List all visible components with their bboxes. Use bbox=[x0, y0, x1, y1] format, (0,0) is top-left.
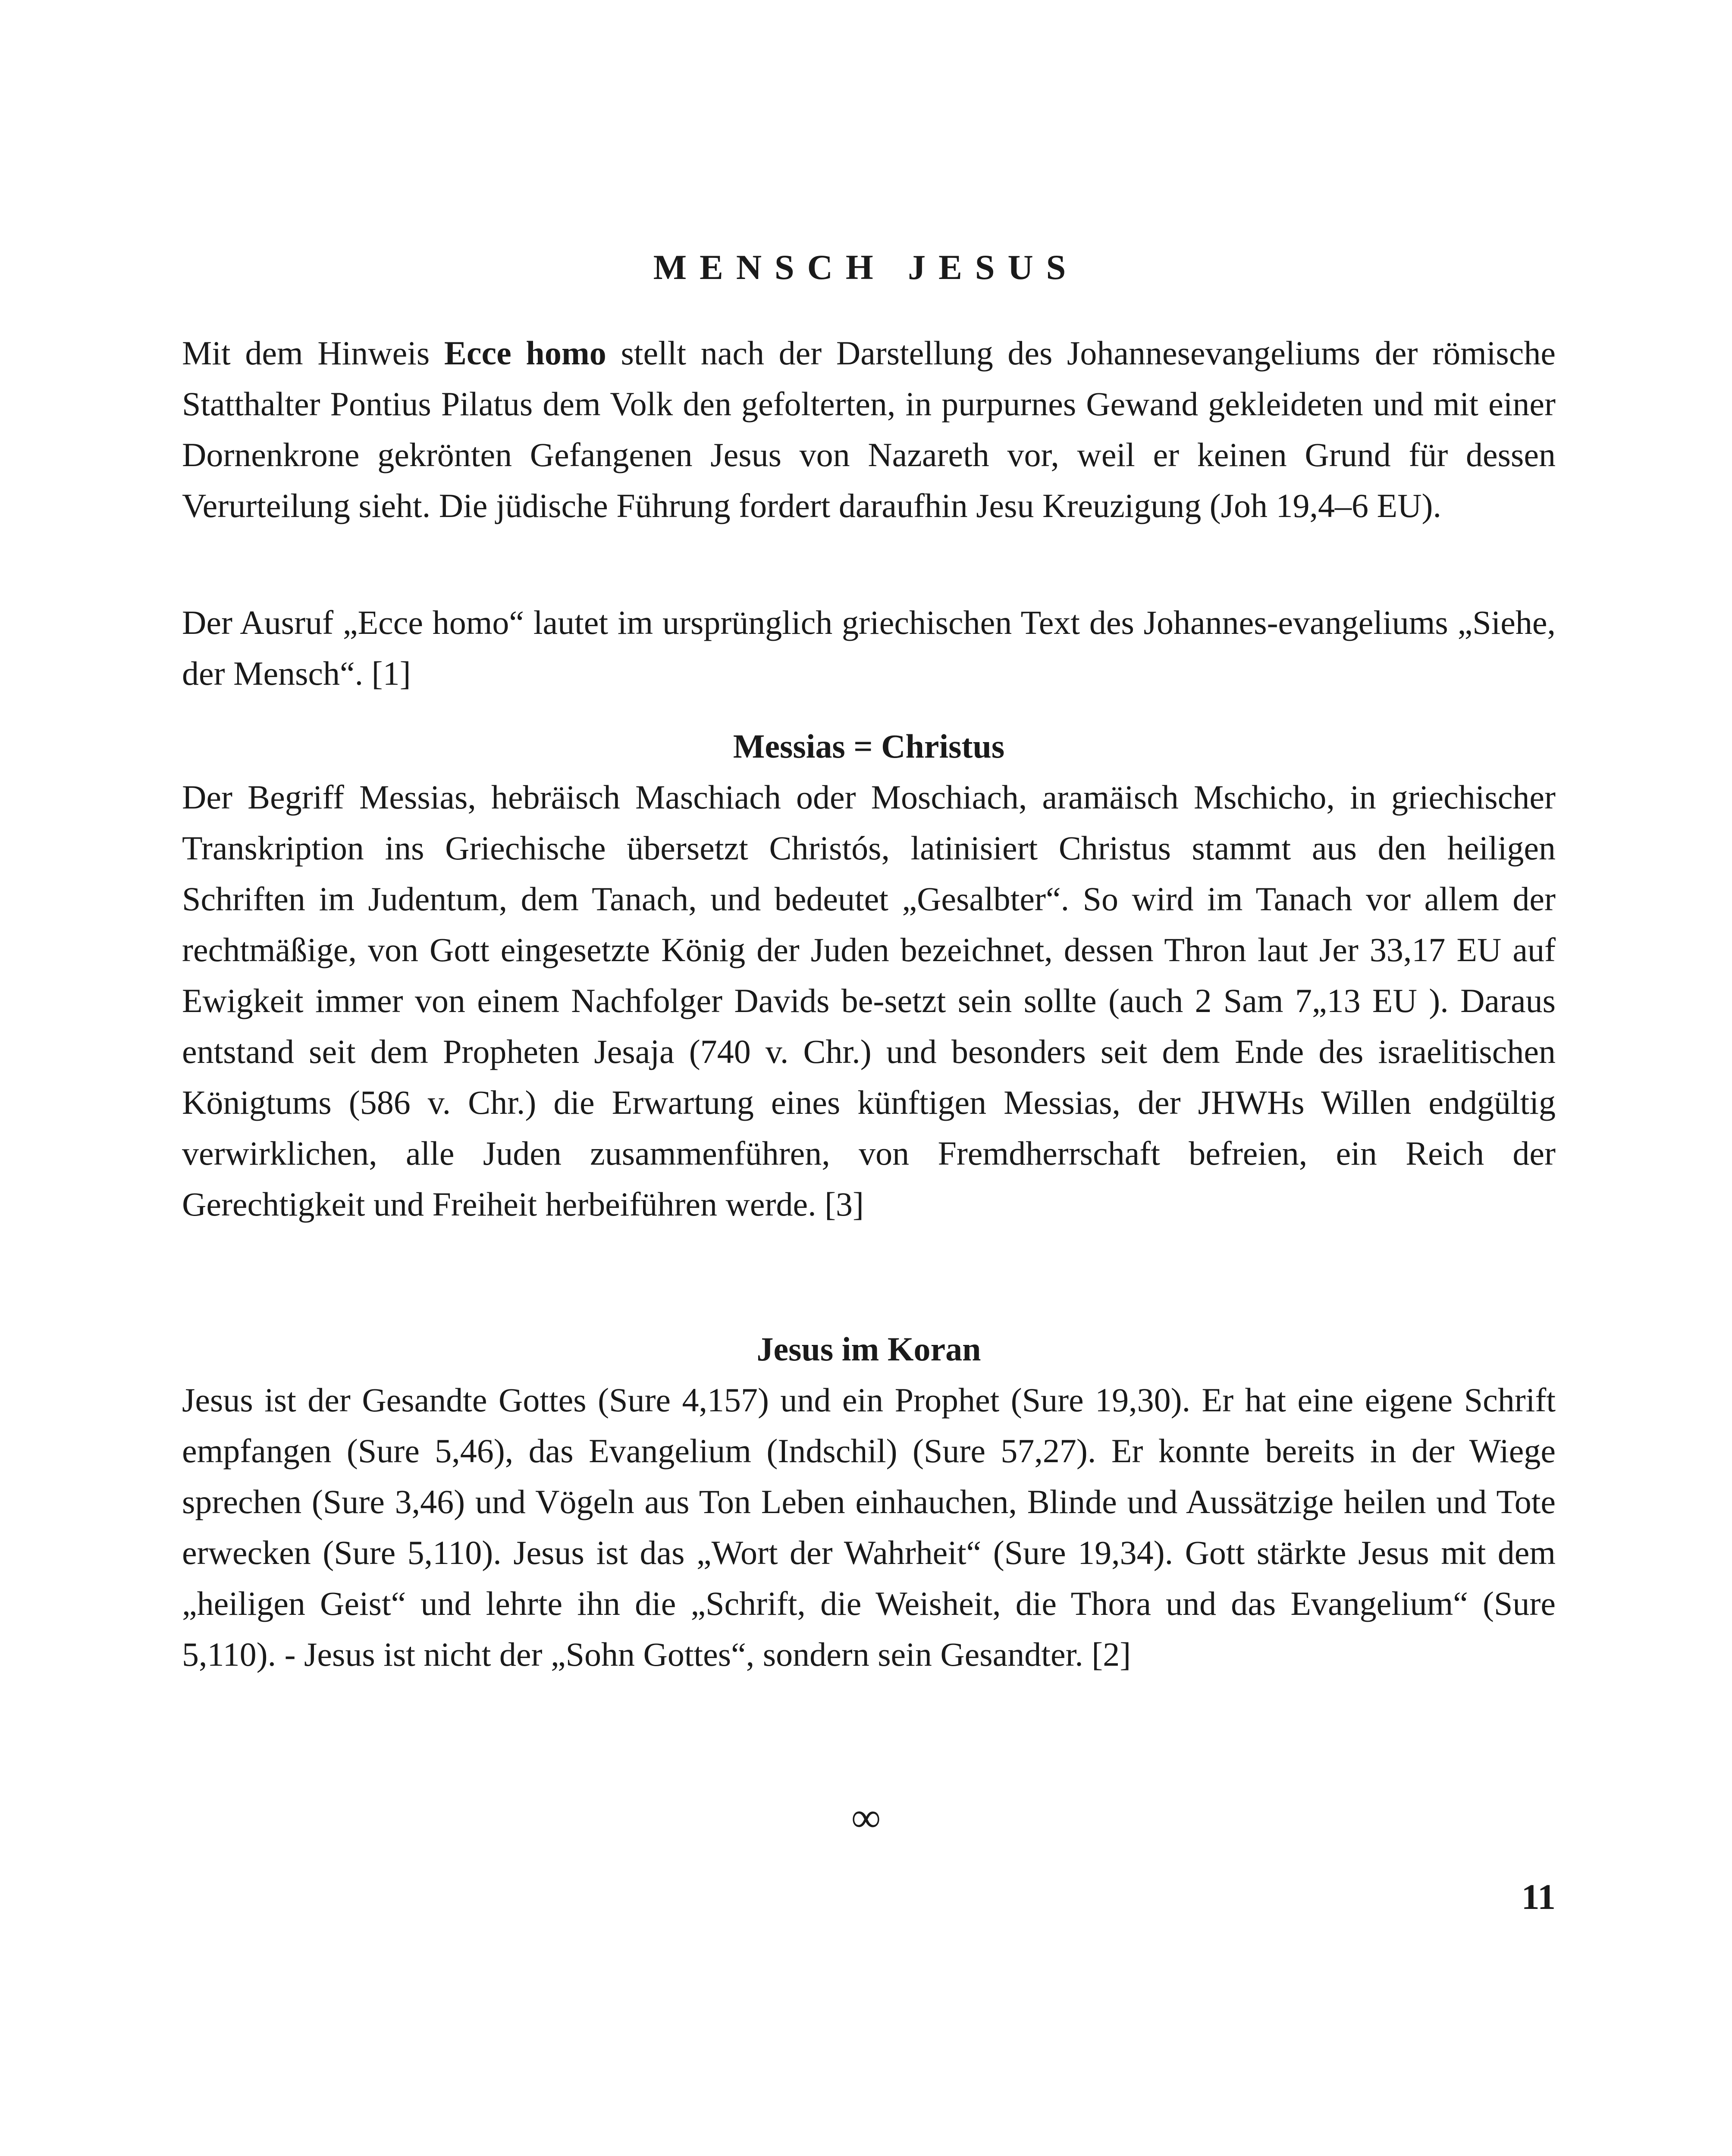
koran-heading: Jesus im Koran bbox=[756, 1330, 981, 1368]
ecce-homo-term: Ecce homo bbox=[444, 334, 606, 372]
second-paragraph-block bbox=[182, 597, 1556, 699]
page-number: 11 bbox=[1521, 1877, 1556, 1917]
intro-text-after: stellt nach der Darstellung des Johannesevangeliums der römische Statthalter Pontius Pilatus dem Volk den gefolterten, in purpurnes Gewand gekleideten und mit einer Dornenkrone gekrönten Gefangenen Jesus von Nazareth vor, weil er keinen Grund für dessen Verurteilung sieht. Die jüdische Führung fordert daraufhin Jesu Kreuzigung (Joh 19,4–6 EU). bbox=[182, 334, 1556, 524]
koran-paragraph: Jesus ist der Gesandte Gottes (Sure 4,157) und ein Prophet (Sure 19,30). Er hat eine eigene Schrift empfangen (Sure 5,46), das Evangelium (Indschil) (Sure 57,27). Er konnte bereits in der Wiege sprechen (Sure 3,46) und Vögeln aus Ton Leben einhauchen, Blinde und Aussätzige heilen und Tote erwecken (Sure 5,110). Jesus ist das „Wort der Wahrheit“ (Sure 19,34). Gott stärkte Jesus mit dem „heiligen Geist“ und lehrte ihn die „Schrift, die Weisheit, die Thora und das Evangelium“ (Sure 5,110). - Jesus ist nicht der „Sohn Gottes“, sondern sein Gesandter. [2] bbox=[182, 1381, 1556, 1673]
messias-paragraph: Der Begriff Messias, hebräisch Maschiach oder Moschiach, aramäisch Mschicho, in griechischer Transkription ins Griechische übersetzt Christós, latinisiert Christus stammt aus den heiligen Schriften im Judentum, dem Tanach, und bedeutet „Gesalbter“. So wird im Tanach vor allem der rechtmäßige, von Gott eingesetzte König der Juden bezeichnet, dessen Thron laut Jer 33,17 EU auf Ewigkeit immer von einem Nachfolger Davids be-setzt sein sollte (auch 2 Sam 7„13 EU ). Daraus entstand seit dem Propheten Jesaja (740 v. Chr.) und besonders seit dem Ende des israelitischen Königtums (586 v. Chr.) die Erwartung eines künftigen Messias, der JHWHs Willen endgültig verwirklichen, alle Juden zusammenführen, von Fremdherrschaft befreien, ein Reich der Gerechtigkeit und Freiheit herbeiführen werde. [3] bbox=[182, 778, 1556, 1223]
intro-paragraph bbox=[182, 328, 1556, 531]
second-paragraph: Der Ausruf „Ecce homo“ lautet im ursprünglich griechischen Text des Johannes-evangeliums „Siehe, der Mensch“. [1] bbox=[182, 604, 1556, 692]
page-title: MENSCH JESUS bbox=[653, 248, 1079, 287]
infinity-ornament-icon: ∞ bbox=[851, 1794, 881, 1840]
koran-section bbox=[182, 1324, 1556, 1680]
intro-paragraph-block bbox=[182, 328, 1556, 531]
messias-section bbox=[182, 721, 1556, 1230]
intro-text-before: Mit dem Hinweis bbox=[182, 334, 444, 372]
messias-heading: Messias = Christus bbox=[733, 727, 1005, 765]
